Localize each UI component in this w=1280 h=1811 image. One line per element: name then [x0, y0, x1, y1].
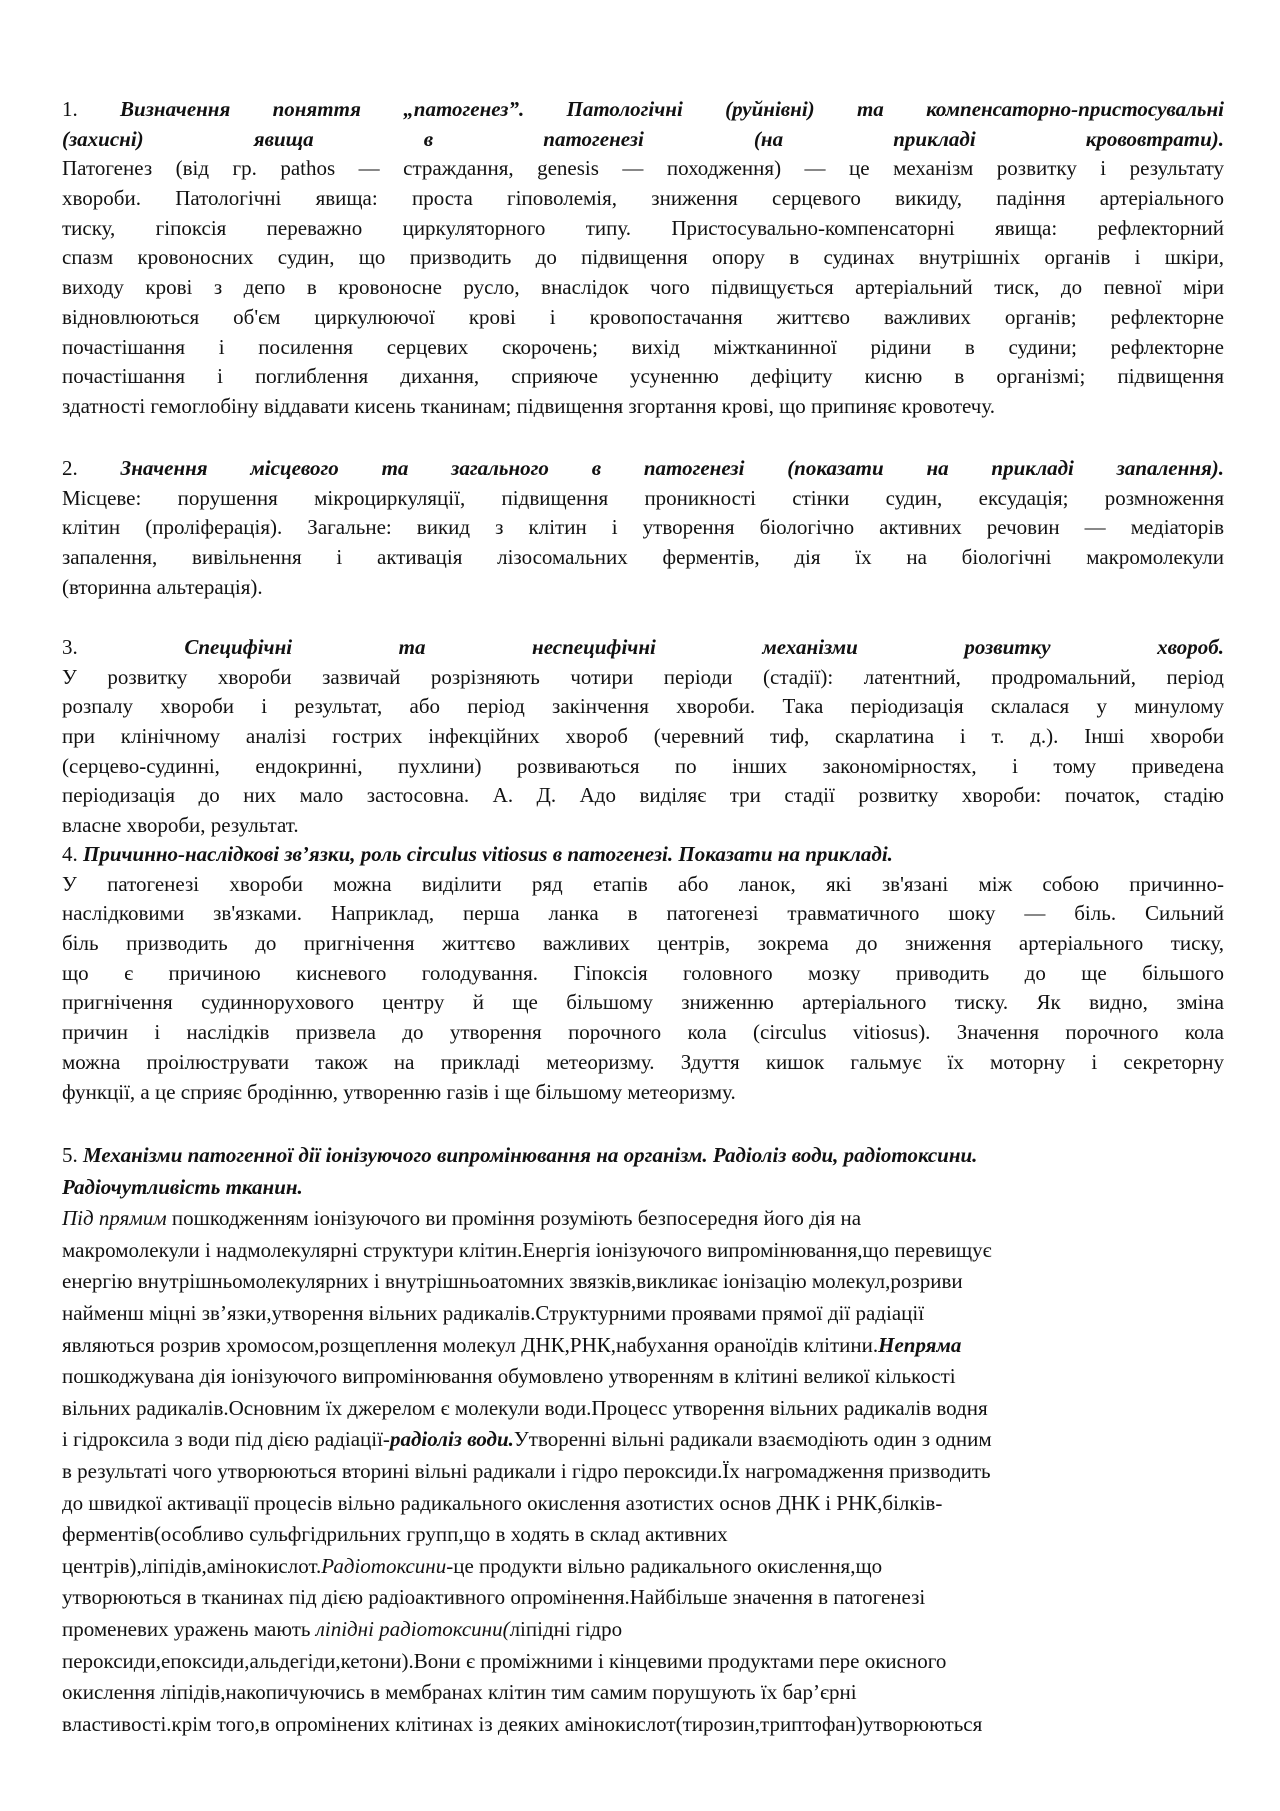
section-1 [62, 95, 1224, 422]
body-line: наслідковими зв'язками. Наприклад, перша ланка в патогенезі травматичного шоку — біль. Сильний [62, 901, 1224, 926]
body-line: запалення, вивільнення і активація лізосомальних ферментів, дія їх на біологічні макромолекули [62, 545, 1224, 570]
heading-text: Радіочутливість тканин. [62, 1174, 303, 1199]
body-line: періодизація до них мало застосовна. А. Д. Адо виділяє три стадії розвитку хвороби: початок, стадію [62, 783, 1224, 808]
body-line: спазм кровоносних судин, що призводить до підвищення опору в судинах внутрішніх органів і шкіри, [62, 245, 1224, 270]
italic-term: Радіотоксини [321, 1553, 447, 1578]
body-line: клітин (проліферація). Загальне: викид з клітин і утворення біологічно активних речовин — медіаторів [62, 515, 1224, 540]
body-text: пошкодженням іонізуючого ви проміння розуміють безпосередня його дія на [166, 1206, 862, 1231]
body-line: ферментів(особливо сульфгідрильних групп,що в ходять в склад активних [62, 1522, 728, 1547]
body-line: розпалу хвороби і результат, або період закінчення хвороби. Така періодизація склалася у минулому [62, 694, 1224, 719]
heading-text: Специфічні та неспецифічні механізми розвитку хвороб. [184, 635, 1225, 659]
body-line: до швидкої активації процесів вільно радикального окислення азотистих основ ДНК і РНК,білків- [62, 1490, 943, 1515]
heading-text: (захисні) явища в патогенезі (на прикладі крововтрати). [62, 126, 1224, 151]
body-line: макромолекули і надмолекулярні структури клітин.Енергія іонізуючого випромінювання,що перевищує [62, 1237, 992, 1262]
body-line [62, 1551, 1224, 1583]
body-line: біль призводить до пригнічення життєво важливих центрів, зокрема до зниження артеріального тиску, [62, 931, 1224, 956]
body-line: властивості.крім того,в опромінених клітинах із деяких амінокислот(тирозин,триптофан)утворюються [62, 1711, 983, 1736]
body-text: являються розрив хромосом,розщеплення молекул ДНК,РНК,набухання ораноїдів клітини. [62, 1332, 879, 1357]
body-line: найменш міцні зв’язки,утворення вільних радикалів.Структурними проявами прямої дії радіації [62, 1300, 925, 1325]
body-line: тиску, гіпоксія переважно циркуляторного типу. Пристосувально-компенсаторні явища: рефлекторний [62, 215, 1224, 240]
italic-term: Під прямим [62, 1206, 167, 1231]
section-heading [62, 840, 1224, 870]
body-line: причин і наслідків призвела до утворення порочного кола (circulus vitiosus). Значення порочного кола [62, 1020, 1224, 1045]
body-text: і гідроксила з води під дією радіації- [62, 1427, 390, 1452]
body-line: власне хвороби, результат. [62, 813, 299, 838]
body-line: утворюються в тканинах під дією радіоактивного опромінення.Найбільше значення в патогенезі [62, 1585, 926, 1610]
body-line: пошкоджувана дія іонізуючого випромінювання обумовлено утворенням в клітині великої кількості [62, 1364, 956, 1389]
section-number: 2. [62, 456, 121, 480]
body-line: Патогенез (від гр. pathos — страждання, genesis — походження) — це механізм розвитку і результату [62, 156, 1224, 181]
body-line: при клінічному аналізі гострих інфекційних хвороб (черевний тиф, скарлатина і т. д.). Інші хвороби [62, 724, 1224, 749]
body-line [62, 1203, 1224, 1235]
body-line [62, 1614, 1224, 1646]
section-3 [62, 633, 1224, 841]
heading-text: Визначення поняття „патогенез”. Патологічні (руйнівні) та компенсаторно-пристосувальні [120, 97, 1224, 121]
body-text: променевих уражень мають [62, 1616, 316, 1641]
bold-term: Непряма [878, 1332, 962, 1357]
body-line: У патогенезі хвороби можна виділити ряд етапів або ланок, які зв'язані між собою причинно- [62, 871, 1224, 896]
section-5 [62, 1140, 1224, 1740]
body-line: (вторинна альтерація). [62, 574, 263, 599]
body-line: окислення ліпідів,накопичуючись в мембранах клітин тим самим порушують їх бар’єрні [62, 1680, 857, 1705]
body-line: У розвитку хвороби зазвичай розрізняють чотири періоди (стадії): латентний, продромальний, період [62, 664, 1224, 689]
body-line: пероксиди,епоксиди,альдегіди,кетони).Вони є проміжними і кінцевими продуктами пере окисного [62, 1648, 947, 1673]
body-line: відновлюються об'єм циркулюючої крові і кровопостачання життєво важливих органів; рефлекторне [62, 304, 1224, 329]
section-heading [62, 633, 1224, 663]
body-text: центрів),ліпідів,амінокислот. [62, 1553, 322, 1578]
body-line: в результаті чого утворюються вторині вільні радикали і гідро пероксиди.Їх нагромадження призводить [62, 1458, 991, 1483]
body-line: виходу крові з депо в кровоносне русло, внаслідок чого підвищується артеріальний тиск, до певної міри [62, 275, 1224, 300]
body-line: Місцеве: порушення мікроциркуляції, підвищення проникності стінки судин, ексудація; розмноження [62, 485, 1224, 510]
body-line: хвороби. Патологічні явища: проста гіповолемія, зниження серцевого викиду, падіння артеріального [62, 186, 1224, 211]
section-heading [62, 95, 1224, 125]
section-heading [62, 454, 1224, 484]
body-line: здатності гемоглобіну віддавати кисень тканинам; підвищення згортання крові, що припиняє кровотечу. [62, 393, 996, 418]
bold-term: радіоліз води. [389, 1427, 514, 1452]
italic-term: ліпідні радіотоксини( [315, 1616, 510, 1641]
heading-text: Механізми патогенної дії іонізуючого випромінювання на організм. Радіоліз води, радіотоксини. [83, 1143, 978, 1167]
heading-text: Значення місцевого та загального в патогенезі (показати на прикладі запалення). [120, 456, 1225, 480]
body-line: почастішання і поглиблення дихання, сприяюче усуненню дефіциту кисню в організмі; підвищення [62, 364, 1224, 389]
body-line [62, 1330, 1224, 1362]
body-line: почастішання і посилення серцевих скорочень; вихід міжтканинної рідини в судини; рефлекторне [62, 334, 1224, 359]
body-line: функції, а це сприяє бродінню, утворенню газів і ще більшому метеоризму. [62, 1079, 736, 1104]
body-text: ліпідні гідро [509, 1616, 623, 1641]
section-heading [62, 1140, 1224, 1172]
heading-text: Причинно-наслідкові зв’язки, роль circulus vitiosus в патогенезі. Показати на прикладі. [83, 842, 893, 866]
body-line: що є причиною кисневого голодування. Гіпоксія головного мозку приводить до ще більшого [62, 960, 1224, 985]
body-text: -це продукти вільно радикального окислення,що [446, 1553, 883, 1578]
body-line: пригнічення судиннорухового центру й ще більшому зниженню артеріального тиску. Як видно, зміна [62, 990, 1224, 1015]
body-text: Утворенні вільні радикали взаємодіють один з одним [513, 1427, 992, 1452]
body-line: вільних радикалів.Основним їх джерелом є молекули води.Процесс утворення вільних радикалів водня [62, 1395, 988, 1420]
body-line: (серцево-судинні, ендокринні, пухлини) розвиваються по інших закономірностях, і тому приведена [62, 753, 1224, 778]
body-line: енергію внутрішньомолекулярних і внутрішньоатомних звязків,викликає іонізацію молекул,розриви [62, 1269, 963, 1294]
body-line [62, 1424, 1224, 1456]
section-number: 5. [62, 1143, 83, 1167]
section-4 [62, 840, 1224, 1107]
section-number: 3. [62, 635, 185, 659]
section-number: 1. [62, 97, 121, 121]
body-line: можна проілюструвати також на прикладі метеоризму. Здуття кишок гальмує їх моторну і секреторну [62, 1049, 1224, 1074]
section-number: 4. [62, 842, 83, 866]
section-2 [62, 454, 1224, 602]
